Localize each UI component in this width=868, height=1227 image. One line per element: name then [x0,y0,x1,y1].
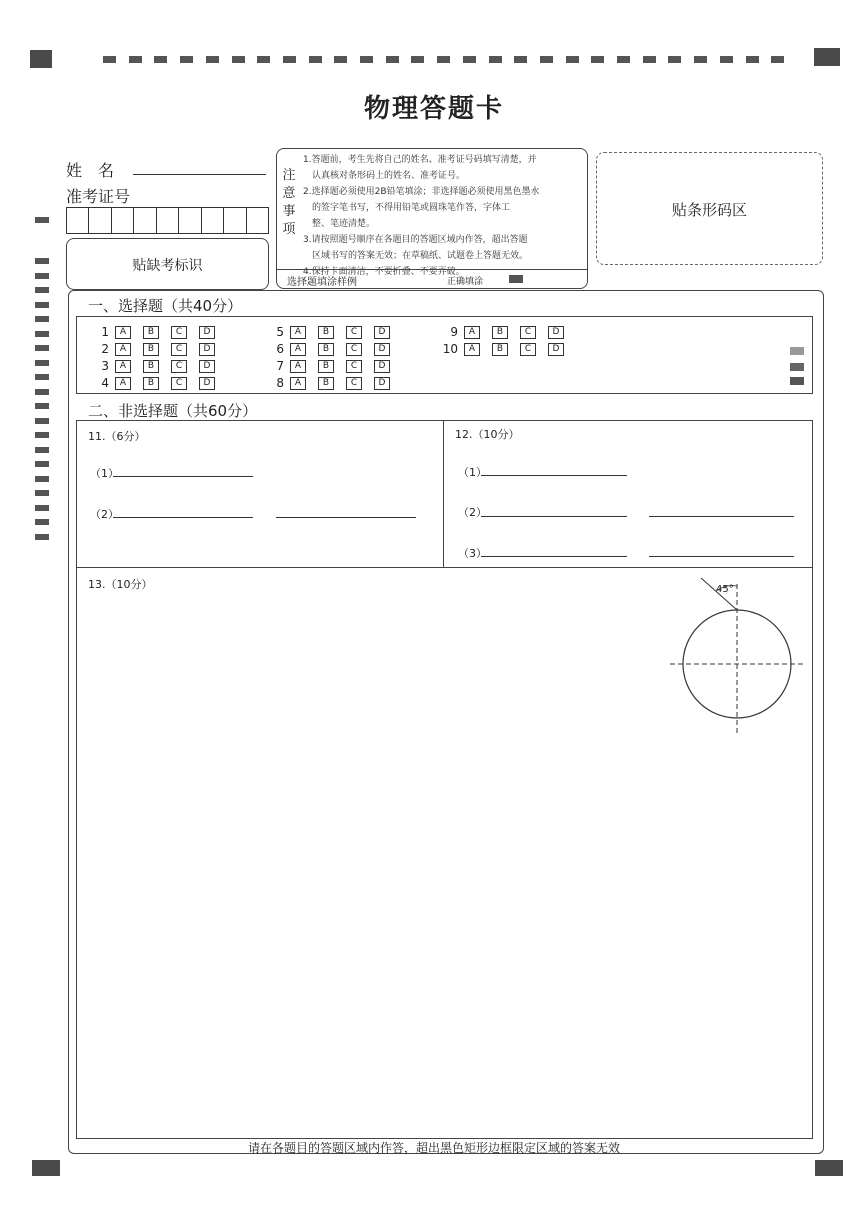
notice-line: 2.选择题必须使用2B铅笔填涂；非选择题必须使用黑色墨水 [303,187,540,197]
timing-mark [35,287,49,293]
timing-mark [35,389,49,395]
notice-side-char: 事 [282,204,296,219]
notice-line: 1.答题前，考生先将自己的姓名、准考证号码填写清楚，并 [303,155,537,165]
notice-line: 整、笔迹清楚。 [303,219,376,229]
timing-mark [129,56,142,63]
notice-side-char: 注 [282,168,296,183]
option-bubble-b[interactable]: B [143,343,159,356]
q11-part2: （2） [90,508,119,521]
option-bubble-a[interactable]: A [464,326,480,339]
notice-line: 3.请按照题号顺序在各题目的答题区域内作答，超出答题 [303,235,528,245]
absent-mark-box[interactable] [66,238,269,290]
section2-title: 二、非选择题（共60分） [88,402,258,420]
corner-mark-bottom-right [815,1160,843,1176]
timing-mark [35,432,49,438]
question-number: 1 [101,325,109,339]
question-number: 3 [101,359,109,373]
timing-mark [514,56,527,63]
option-bubble-c[interactable]: C [346,360,362,373]
notice-line: 认真核对条形码上的姓名、准考证号。 [303,171,466,181]
option-bubble-a[interactable]: A [290,377,306,390]
corner-mark-top-left [30,50,52,68]
timing-mark [35,316,49,322]
question-number: 7 [276,359,284,373]
q11-label: 11.（6分） [88,430,146,443]
option-bubble-b[interactable]: B [318,343,334,356]
question-number: 5 [276,325,284,339]
name-field[interactable] [133,158,266,175]
option-bubble-b[interactable]: B [143,377,159,390]
timing-mark [35,505,49,511]
q12-label: 12.（10分） [455,428,520,441]
option-bubble-a[interactable]: A [290,360,306,373]
option-bubble-d[interactable]: D [374,326,390,339]
option-bubble-c[interactable]: C [346,343,362,356]
notice-side-label [281,167,297,239]
timing-mark [334,56,347,63]
timing-mark [103,56,116,63]
notice-box [276,148,588,289]
option-bubble-d[interactable]: D [374,360,390,373]
option-bubble-d[interactable]: D [199,326,215,339]
exam-id-boxes[interactable] [66,207,269,234]
q11-part2-line-a[interactable] [113,503,253,518]
timing-mark [617,56,630,63]
timing-mark [180,56,193,63]
q11-part1-line[interactable] [113,462,253,477]
exam-id-label: 准考证号 [66,187,131,206]
choice-question [91,324,227,340]
option-bubble-c[interactable]: C [346,326,362,339]
timing-mark [360,56,373,63]
question-number: 8 [276,376,284,390]
choice-question [266,358,402,374]
q12-part1-line[interactable] [481,461,627,476]
option-bubble-a[interactable]: A [115,326,131,339]
timing-mark [386,56,399,63]
option-bubble-d[interactable]: D [199,360,215,373]
timing-mark [35,447,49,453]
option-bubble-d[interactable]: D [374,343,390,356]
question-number: 2 [101,342,109,356]
q12-part3-line-b[interactable] [649,542,794,557]
timing-mark [771,56,784,63]
option-bubble-a[interactable]: A [115,377,131,390]
question-number: 6 [276,342,284,356]
choice-question [91,341,227,357]
timing-mark [35,360,49,366]
corner-mark-bottom-left [32,1160,60,1176]
choice-question [440,324,576,340]
choice-question [266,341,402,357]
timing-mark [309,56,322,63]
timing-mark [35,331,49,337]
notice-lines [303,152,585,280]
timing-mark [206,56,219,63]
barcode-label: 贴条形码区 [671,201,747,219]
option-bubble-c[interactable]: C [171,343,187,356]
option-bubble-d[interactable]: D [199,343,215,356]
choice-question [91,375,227,391]
notice-side-char: 意 [282,186,296,201]
option-bubble-b[interactable]: B [318,360,334,373]
timing-mark [35,217,49,223]
timing-mark [35,273,49,279]
timing-mark [257,56,270,63]
choice-question [440,341,576,357]
timing-mark [154,56,167,63]
option-bubble-a[interactable]: A [290,343,306,356]
q12-part3-line-a[interactable] [481,542,627,557]
timing-mark [35,476,49,482]
timing-mark [566,56,579,63]
option-bubble-a[interactable]: A [290,326,306,339]
timing-mark [411,56,424,63]
fill-sample-label: 选择题填涂样例 [287,277,357,288]
q13-label: 13.（10分） [88,578,153,591]
q12-part1: （1） [458,466,487,479]
timing-mark [35,418,49,424]
timing-mark [746,56,759,63]
q11-part1: （1） [90,467,119,480]
notice-line: 区域书写的答案无效；在草稿纸、试题卷上答题无效。 [303,251,529,261]
q12-part2-line-b[interactable] [649,502,794,517]
option-bubble-b[interactable]: B [492,326,508,339]
option-bubble-c[interactable]: C [171,377,187,390]
name-label: 姓 名 [66,161,115,180]
timing-mark [283,56,296,63]
option-bubble-b[interactable]: B [318,377,334,390]
option-bubble-d[interactable]: D [199,377,215,390]
timing-mark [643,56,656,63]
timing-mark [35,302,49,308]
question-number: 4 [101,376,109,390]
timing-mark [35,519,49,525]
absent-label: 缺考标识 [146,258,203,274]
correct-fill-label: 正确填涂 [447,277,484,287]
notice-line: 4.保持卡面清洁，不要折叠、不要弄破。 [303,267,465,277]
option-bubble-c[interactable]: C [171,360,187,373]
timing-mark [35,534,49,540]
timing-mark [35,403,49,409]
option-bubble-c[interactable]: C [346,377,362,390]
option-bubble-c[interactable]: C [520,343,536,356]
section1-title: 一、选择题（共40分） [88,297,243,315]
question-number: 9 [450,325,458,339]
timing-mark [463,56,476,63]
timing-mark [35,374,49,380]
choice-question [266,375,402,391]
timing-mark [668,56,681,63]
choice-question [91,358,227,374]
option-bubble-d[interactable]: D [374,377,390,390]
q13-circle-figure [668,572,810,737]
notice-side-char: 项 [282,222,296,237]
corner-mark-top-right [814,48,840,66]
timing-mark [437,56,450,63]
option-bubble-b[interactable]: B [143,360,159,373]
option-bubble-d[interactable]: D [548,326,564,339]
timing-mark [35,345,49,351]
timing-mark [35,490,49,496]
correct-fill-sample [509,275,523,283]
option-bubble-b[interactable]: B [143,326,159,339]
option-bubble-b[interactable]: B [492,343,508,356]
option-bubble-a[interactable]: A [115,360,131,373]
timing-mark [489,56,502,63]
option-bubble-a[interactable]: A [464,343,480,356]
footer-note: 请在各题目的答题区域内作答，超出黑色矩形边框限定区域的答案无效 [247,1141,620,1155]
question-number: 10 [442,342,458,356]
timing-mark [232,56,245,63]
barcode-area [596,152,823,265]
q12-part2: （2） [458,506,487,519]
option-bubble-a[interactable]: A [115,343,131,356]
option-bubble-b[interactable]: B [318,326,334,339]
option-bubble-d[interactable]: D [548,343,564,356]
timing-mark [35,461,49,467]
notice-line: 的签字笔书写，不得用铅笔或圆珠笔作答，字体工 [303,203,511,213]
page-title: 物理答题卡 [363,94,504,124]
q13-angle-label: 45° [716,584,734,595]
timing-mark [694,56,707,63]
timing-mark [720,56,733,63]
q11-part2-line-b[interactable] [276,503,416,518]
timing-mark [35,258,49,264]
option-bubble-c[interactable]: C [520,326,536,339]
timing-mark [540,56,553,63]
choice-question [266,324,402,340]
absent-prefix: 贴 [132,258,147,274]
q12-part2-line-a[interactable] [481,502,627,517]
option-bubble-c[interactable]: C [171,326,187,339]
timing-mark [591,56,604,63]
q12-part3: （3） [458,547,487,560]
